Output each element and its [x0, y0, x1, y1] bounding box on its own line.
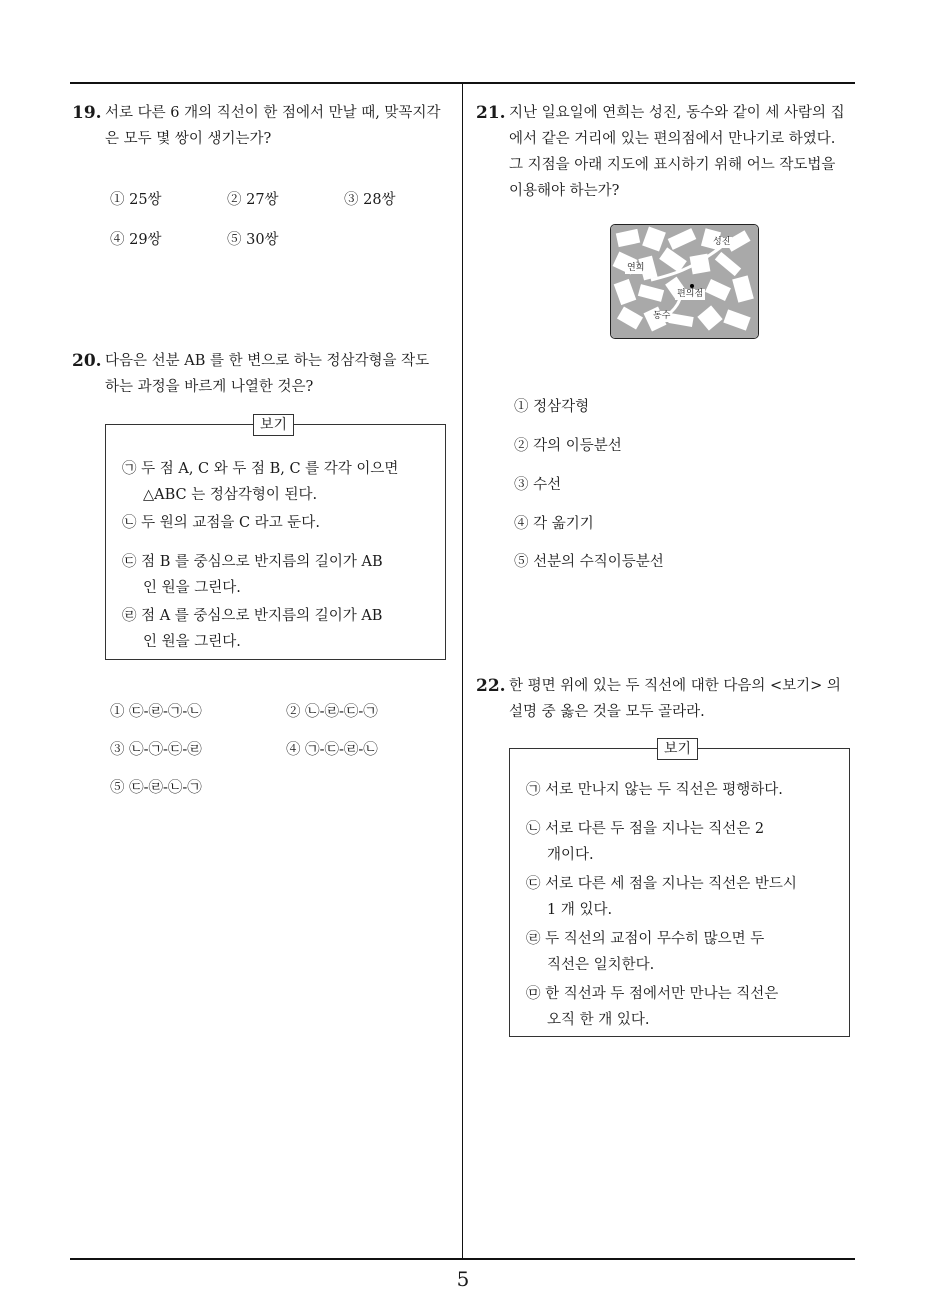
- street-map-image: [610, 224, 759, 339]
- bogi-item: ㉡ 서로 다른 두 점을 지나는 직선은 2 개이다.: [526, 821, 765, 863]
- page-number: 5: [456, 1267, 470, 1291]
- bogi-title: 보기: [253, 414, 294, 436]
- option-5[interactable]: ⑤ ㉢-㉣-㉡-㉠: [110, 780, 202, 796]
- text-line: 에서 같은 거리에 있는 편의점에서 만나기로 하였다.: [509, 131, 836, 147]
- option-4[interactable]: ④ ㉠-㉢-㉣-㉡: [286, 742, 378, 758]
- question-number: 21.: [476, 103, 506, 123]
- bogi-title: 보기: [657, 738, 698, 760]
- bogi-item: ㉢ 점 B 를 중심으로 반지름의 길이가 AB 인 원을 그린다.: [122, 554, 383, 596]
- question-text: [509, 673, 841, 725]
- option-1[interactable]: ① 정삼각형: [514, 399, 590, 415]
- option-2[interactable]: ② 27쌍: [227, 192, 279, 208]
- text-line: 하는 과정을 바르게 나열한 것은?: [105, 379, 314, 395]
- bogi-item: ㉡ 두 원의 교점을 C 라고 둔다.: [122, 515, 320, 531]
- option-2[interactable]: ② ㉡-㉣-㉢-㉠: [286, 704, 378, 720]
- bogi-item: ㉢ 서로 다른 세 점을 지나는 직선은 반드시 1 개 있다.: [526, 876, 797, 918]
- text-line: 다음은 선분 AB 를 한 변으로 하는 정삼각형을 작도: [105, 353, 430, 369]
- option-5[interactable]: ⑤ 30쌍: [227, 232, 279, 248]
- question-text: [509, 100, 845, 204]
- bogi-item: ㉣ 두 직선의 교점이 무수히 많으면 두 직선은 일치한다.: [526, 931, 765, 973]
- option-1[interactable]: ① ㉢-㉣-㉠-㉡: [110, 704, 202, 720]
- question-text: [105, 348, 429, 400]
- option-5[interactable]: ⑤ 선분의 수직이등분선: [514, 554, 664, 570]
- street-map-graphic: [611, 225, 758, 338]
- map-label-d: 동수: [653, 311, 671, 321]
- text-line: 그 지점을 아래 지도에 표시하기 위해 어느 작도법을: [509, 157, 836, 173]
- bogi-item: ㉠ 두 점 A, C 와 두 점 B, C 를 각각 이으면 △ABC 는 정삼각형이 된다.: [122, 461, 399, 503]
- text-line: 서로 다른 6 개의 직선이 한 점에서 만날 때, 맞꼭지각: [105, 105, 441, 121]
- option-2[interactable]: ② 각의 이등분선: [514, 438, 622, 454]
- text-line: 한 평면 위에 있는 두 직선에 대한 다음의 <보기> 의: [509, 678, 841, 694]
- option-3[interactable]: ③ 수선: [514, 477, 562, 493]
- question-number: 20.: [72, 351, 102, 371]
- map-label-a: 성진: [713, 237, 731, 247]
- bogi-item: ㉠ 서로 만나지 않는 두 직선은 평행하다.: [526, 782, 783, 798]
- option-4[interactable]: ④ 각 옮기기: [514, 516, 594, 532]
- option-4[interactable]: ④ 29쌍: [110, 232, 162, 248]
- text-line: 지난 일요일에 연희는 성진, 동수와 같이 세 사람의 집: [509, 105, 845, 121]
- map-label-b: 연희: [627, 263, 645, 273]
- text-line: 이용해야 하는가?: [509, 183, 620, 199]
- text-line: 은 모두 몇 쌍이 생기는가?: [105, 131, 272, 147]
- option-1[interactable]: ① 25쌍: [110, 192, 162, 208]
- question-number: 19.: [72, 103, 102, 123]
- column-divider: [462, 83, 463, 1258]
- bogi-item: ㉣ 점 A 를 중심으로 반지름의 길이가 AB 인 원을 그린다.: [122, 608, 383, 650]
- bogi-item: ㉤ 한 직선과 두 점에서만 만나는 직선은 오직 한 개 있다.: [526, 986, 779, 1028]
- bottom-rule: [70, 1258, 855, 1260]
- option-3[interactable]: ③ ㉡-㉠-㉢-㉣: [110, 742, 202, 758]
- text-line: 설명 중 옳은 것을 모두 골라라.: [509, 704, 705, 720]
- map-label-c: 편의점: [677, 289, 704, 299]
- question-number: 22.: [476, 676, 506, 696]
- option-3[interactable]: ③ 28쌍: [344, 192, 396, 208]
- question-text: [105, 100, 440, 152]
